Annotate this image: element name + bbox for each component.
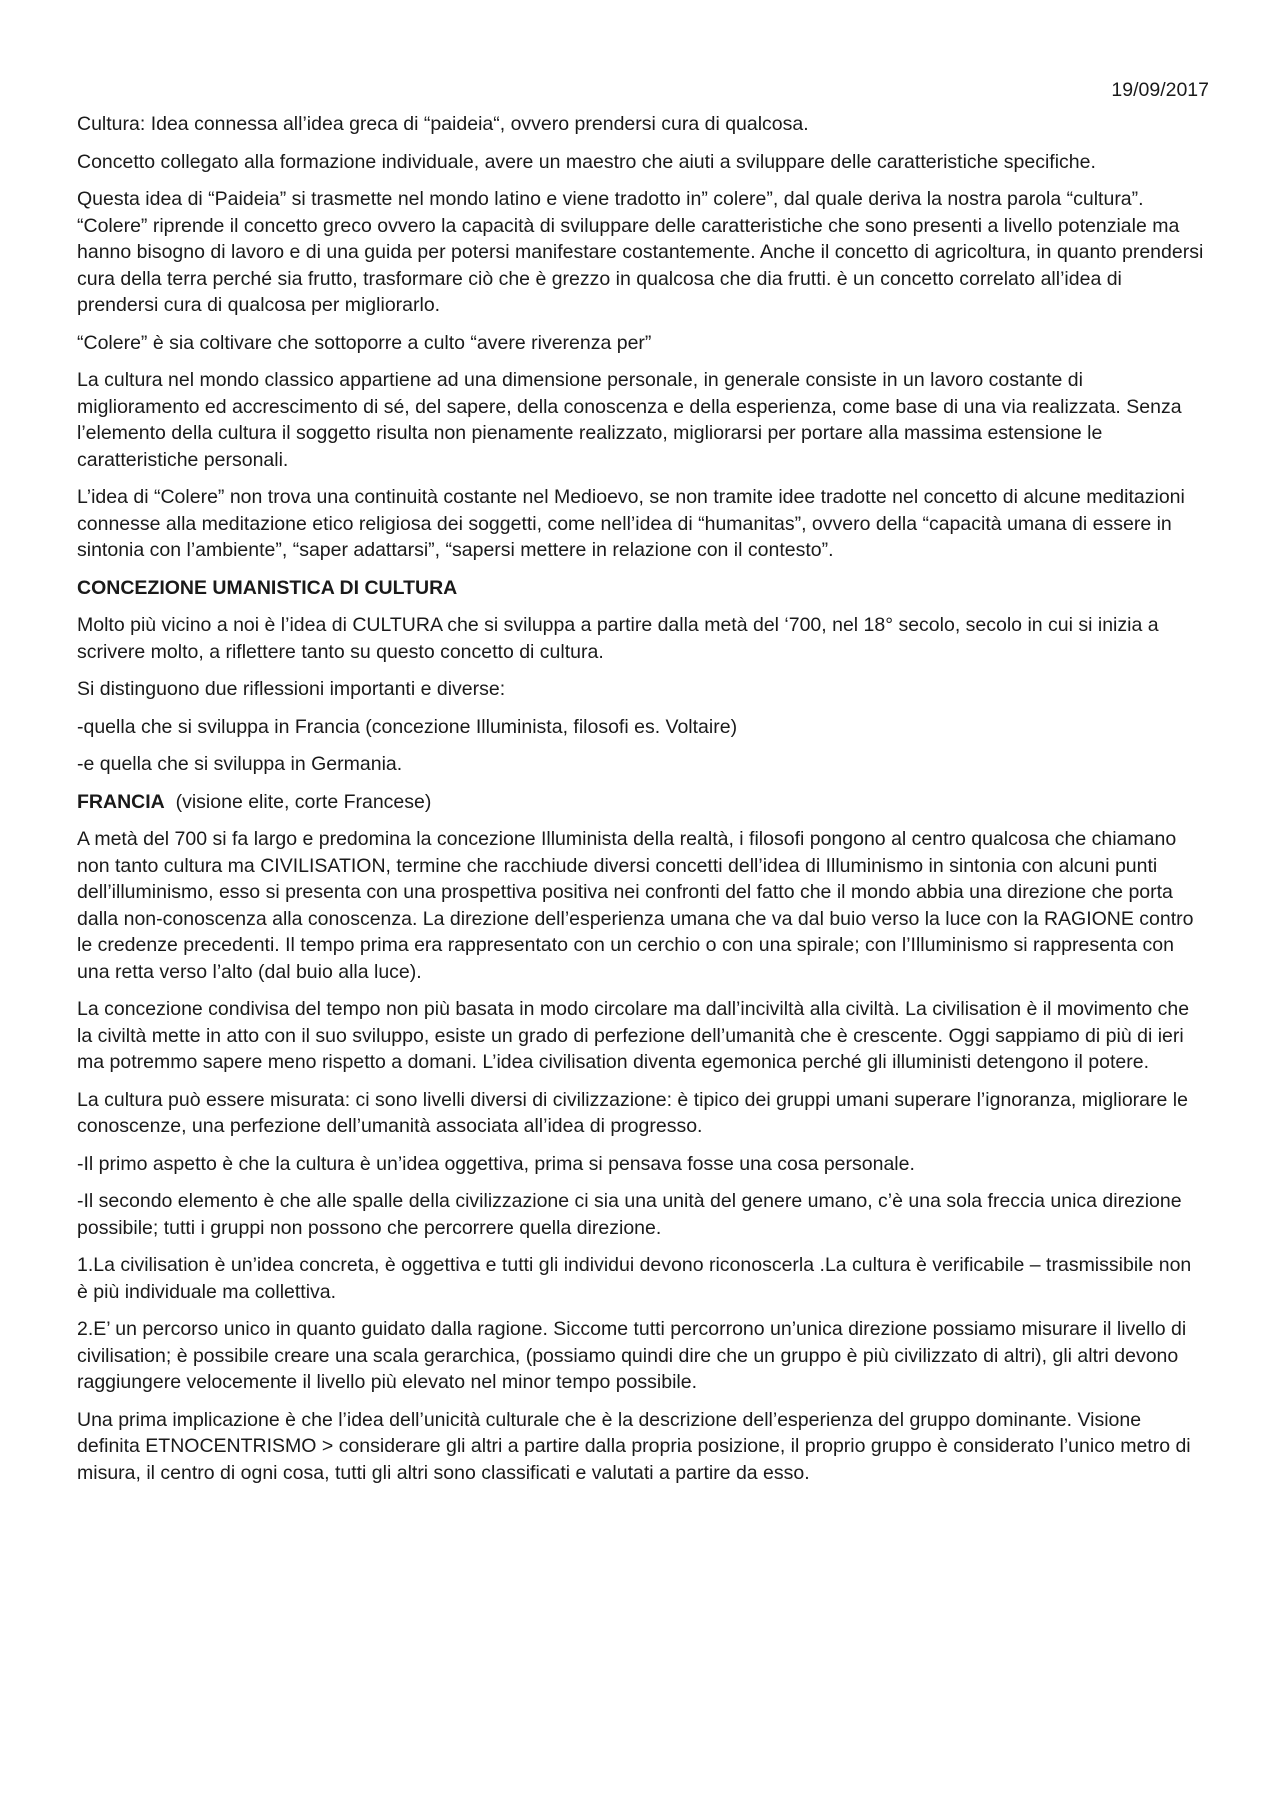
paragraph: Molto più vicino a noi è l’idea di CULTURA che si sviluppa a partire dalla metà del ‘700, nel 18° secolo, secolo in cui si inizia a scrivere molto, a riflettere tanto su questo concetto di cultura.	[77, 614, 1159, 663]
paragraph: -Il secondo elemento è che alle spalle della civilizzazione ci sia una unità del genere umano, c’è una sola freccia unica direzione possibile; tutti i gruppi non possono che percorrere quella direzione.	[77, 1190, 1182, 1239]
section-heading: FRANCIA	[77, 790, 165, 813]
paragraph: 1.La civilisation è un’idea concreta, è oggettiva e tutti gli individui devono riconoscerla .La cultura è verificabile – trasmissibile non è più individuale ma collettiva.	[77, 1254, 1192, 1303]
paragraph: “Colere” è sia coltivare che sottoporre a culto “avere riverenza per”	[77, 331, 652, 354]
section-heading: CONCEZIONE UMANISTICA DI CULTURA	[77, 576, 458, 599]
document-body	[77, 111, 1207, 1497]
paragraph: Cultura: Idea connessa all’idea greca di “paideia“, ovvero prendersi cura di qualcosa.	[77, 113, 809, 135]
list-item: -quella che si sviluppa in Francia (concezione Illuminista, filosofi es. Voltaire)	[77, 715, 738, 738]
list-item: -e quella che si sviluppa in Germania.	[77, 753, 403, 775]
paragraph: Una prima implicazione è che l’idea dell’unicità culturale che è la descrizione dell’esperienza del gruppo dominante. Visione definita ETNOCENTRISMO > considerare gli altri a partire dalla propria posizione, il proprio gruppo è considerato l’unico metro di misura, il centro di ogni cosa, tutti gli altri sono classificati e valutati a partire da esso.	[77, 1408, 1191, 1484]
paragraph: 2.E’ un percorso unico in quanto guidato dalla ragione. Siccome tutti percorrono un’unica direzione possiamo misurare il livello di civilisation; è possibile creare una scala gerarchica, (possiamo quindi dire che un gruppo è più civilizzato di altri), gli altri devono raggiungere velocemente il livello più elevato nel minor tempo possibile.	[77, 1318, 1187, 1393]
section-heading-note: (visione elite, corte Francese)	[175, 790, 432, 813]
paragraph: Concetto collegato alla formazione individuale, avere un maestro che aiuti a sviluppare delle caratteristiche specifiche.	[77, 150, 1096, 173]
section-heading-row	[77, 789, 1207, 816]
document-date: 19/09/2017	[1111, 79, 1209, 101]
paragraph: Questa idea di “Paideia” si trasmette nel mondo latino e viene tradotto in” colere”, dal quale deriva la nostra parola “cultura”. “Colere” riprende il concetto greco ovvero la capacità di sviluppare delle caratteristiche che sono presenti a livello potenziale ma hanno bisogno di lavoro e di una guida per potersi manifestare costantemente. Anche il concetto di agricoltura, in quanto prendersi cura della terra perché sia frutto, trasformare ciò che è grezzo in qualcosa che dia frutti. è un concetto correlato all’idea di prendersi cura di qualcosa per migliorarlo.	[77, 188, 1204, 316]
paragraph: La cultura nel mondo classico appartiene ad una dimensione personale, in generale consiste in un lavoro costante di miglioramento ed accrescimento di sé, del sapere, della conoscenza e della esperienza, come base di una via realizzata. Senza l’elemento della cultura il soggetto risulta non pienamente realizzato, migliorarsi per portare alla massima estensione le caratteristiche personali.	[77, 369, 1182, 471]
paragraph: La cultura può essere misurata: ci sono livelli diversi di civilizzazione: è tipico dei gruppi umani superare l’ignoranza, migliorare le conoscenze, una perfezione dell’umanità associata all’idea di progresso.	[77, 1088, 1188, 1137]
paragraph: La concezione condivisa del tempo non più basata in modo circolare ma dall’inciviltà alla civiltà. La civilisation è il movimento che la civiltà mette in atto con il suo sviluppo, esiste un grado di perfezione dell’umanità che è crescente. Oggi sappiamo di più di ieri ma potremmo sapere meno rispetto a domani. L’idea civilisation diventa egemonica perché gli illuministi detengono il potere.	[77, 998, 1190, 1073]
paragraph: -Il primo aspetto è che la cultura è un’idea oggettiva, prima si pensava fosse una cosa personale.	[77, 1152, 915, 1175]
paragraph: L’idea di “Colere” non trova una continuità costante nel Medioevo, se non tramite idee tradotte nel concetto di alcune meditazioni connesse alla meditazione etico religiosa dei soggetti, come nell’idea di “humanitas”, ovvero della “capacità umana di essere in sintonia con l’ambiente”, “saper adattarsi”, “sapersi mettere in relazione con il contesto”.	[77, 486, 1185, 561]
paragraph: A metà del 700 si fa largo e predomina la concezione Illuminista della realtà, i filosofi pongono al centro qualcosa che chiamano non tanto cultura ma CIVILISATION, termine che racchiude diversi concetti dell’idea di Illuminismo in sintonia con alcuni punti dell’illuminismo, esso si presenta con una prospettiva positiva nei confronti del fatto che il mondo abbia una direzione che porta dalla non-conoscenza alla conoscenza. La direzione dell’esperienza umana che va dal buio verso la luce con la RAGIONE contro le credenze precedenti. Il tempo prima era rappresentato con un cerchio o con una spirale; con l’Illuminismo si rappresenta con una retta verso l’alto (dal buio alla luce).	[77, 828, 1194, 983]
paragraph: Si distinguono due riflessioni importanti e diverse:	[77, 678, 506, 700]
